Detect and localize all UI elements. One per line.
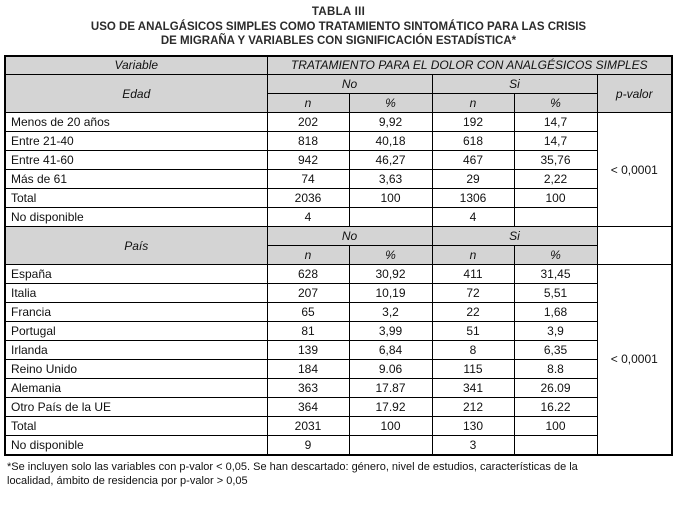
- row-label-cell: Entre 41-60: [5, 151, 267, 170]
- footnote-line1: *Se incluyen solo las variables con p-valor < 0,05. Se han descartado: género, nivel de estudios, características de la: [7, 460, 578, 473]
- si-pct-cell: 35,76: [514, 151, 597, 170]
- table-row: [5, 322, 672, 341]
- table-row: [5, 398, 672, 417]
- si-pct-cell: 100: [514, 417, 597, 436]
- no-n-cell: 74: [267, 170, 349, 189]
- row-label-cell: Alemania: [5, 379, 267, 398]
- no-n-cell: 4: [267, 208, 349, 227]
- si-pct-cell: 2,22: [514, 170, 597, 189]
- si-n-cell: 192: [432, 113, 514, 132]
- pct-header-cell: %: [349, 94, 432, 113]
- si-n-cell: 130: [432, 417, 514, 436]
- no-n-cell: 207: [267, 284, 349, 303]
- footnote: [4, 460, 673, 489]
- si-n-cell: 618: [432, 132, 514, 151]
- no-pct-cell: 46,27: [349, 151, 432, 170]
- si-pct-cell: 14,7: [514, 132, 597, 151]
- no-pct-cell: 6,84: [349, 341, 432, 360]
- si-pct-cell: 5,51: [514, 284, 597, 303]
- no-n-cell: 818: [267, 132, 349, 151]
- si-n-cell: 115: [432, 360, 514, 379]
- no-pct-cell: 9,92: [349, 113, 432, 132]
- table-title-line1: USO DE ANALGÁSICOS SIMPLES COMO TRATAMIENTO SINTOMÁTICO PARA LAS CRISIS: [90, 20, 587, 33]
- section-pais-header-cell: País: [5, 227, 267, 265]
- si-n-cell: 4: [432, 208, 514, 227]
- table-row: [5, 436, 672, 455]
- table-row: [5, 379, 672, 398]
- si-n-cell: 1306: [432, 189, 514, 208]
- pct-header-cell: %: [349, 246, 432, 265]
- si-pct-cell: 8.8: [514, 360, 597, 379]
- n-header-cell: n: [432, 246, 514, 265]
- si-pct-cell: [514, 208, 597, 227]
- row-label-cell: Más de 61: [5, 170, 267, 189]
- row-label-cell: Otro País de la UE: [5, 398, 267, 417]
- row-label-cell: Reino Unido: [5, 360, 267, 379]
- no-n-cell: 942: [267, 151, 349, 170]
- n-header-cell: n: [267, 94, 349, 113]
- si-n-cell: 3: [432, 436, 514, 455]
- table-row: [5, 151, 672, 170]
- n-header-cell: n: [267, 246, 349, 265]
- row-label-cell: No disponible: [5, 208, 267, 227]
- pct-header-cell: %: [514, 94, 597, 113]
- si-n-cell: 411: [432, 265, 514, 284]
- si-pct-cell: 31,45: [514, 265, 597, 284]
- table-row: [5, 265, 672, 284]
- p-value-cell-pais: < 0,0001: [597, 265, 672, 455]
- table-row: [5, 113, 672, 132]
- table-row: [5, 189, 672, 208]
- no-n-cell: 2031: [267, 417, 349, 436]
- table-row: [5, 417, 672, 436]
- no-pct-cell: [349, 208, 432, 227]
- no-pct-cell: 3,99: [349, 322, 432, 341]
- table-title-line2: DE MIGRAÑA Y VARIABLES CON SIGNIFICACIÓN ESTADÍSTICA*: [160, 35, 517, 48]
- si-n-cell: 341: [432, 379, 514, 398]
- pais-header-row: [5, 227, 672, 246]
- no-pct-cell: 17.92: [349, 398, 432, 417]
- pct-header-cell: %: [514, 246, 597, 265]
- no-pct-cell: 100: [349, 189, 432, 208]
- variable-header-cell: Variable: [5, 56, 267, 75]
- table-header-row: [5, 56, 672, 75]
- no-pct-cell: 9.06: [349, 360, 432, 379]
- table-number-title: TABLA III: [311, 6, 366, 18]
- no-n-cell: 2036: [267, 189, 349, 208]
- si-header-cell: Si: [432, 75, 597, 94]
- no-n-cell: 139: [267, 341, 349, 360]
- si-n-cell: 212: [432, 398, 514, 417]
- treatment-header-cell: TRATAMIENTO PARA EL DOLOR CON ANALGÉSICOS SIMPLES: [267, 56, 672, 75]
- table-row: [5, 132, 672, 151]
- row-label-cell: Irlanda: [5, 341, 267, 360]
- table-row: [5, 360, 672, 379]
- row-label-cell: Italia: [5, 284, 267, 303]
- si-pct-cell: 16.22: [514, 398, 597, 417]
- no-pct-cell: 3,63: [349, 170, 432, 189]
- si-pct-cell: 26.09: [514, 379, 597, 398]
- row-label-cell: España: [5, 265, 267, 284]
- si-n-cell: 51: [432, 322, 514, 341]
- table-row: [5, 284, 672, 303]
- no-n-cell: 65: [267, 303, 349, 322]
- no-pct-cell: [349, 436, 432, 455]
- no-n-cell: 628: [267, 265, 349, 284]
- si-header-cell: Si: [432, 227, 597, 246]
- no-pct-cell: 3,2: [349, 303, 432, 322]
- table-row: [5, 208, 672, 227]
- no-header-cell: No: [267, 227, 432, 246]
- no-header-cell: No: [267, 75, 432, 94]
- si-pct-cell: 1,68: [514, 303, 597, 322]
- statistics-table: [4, 55, 673, 456]
- footnote-line2: localidad, ámbito de residencia por p-valor > 0,05: [7, 474, 248, 487]
- n-header-cell: n: [432, 94, 514, 113]
- row-label-cell: Francia: [5, 303, 267, 322]
- si-n-cell: 467: [432, 151, 514, 170]
- section-edad-header-cell: Edad: [5, 75, 267, 113]
- no-n-cell: 364: [267, 398, 349, 417]
- table-row: [5, 303, 672, 322]
- si-n-cell: 22: [432, 303, 514, 322]
- no-n-cell: 202: [267, 113, 349, 132]
- no-n-cell: 81: [267, 322, 349, 341]
- no-pct-cell: 100: [349, 417, 432, 436]
- no-pct-cell: 40,18: [349, 132, 432, 151]
- pvalue-spacer-cell: [597, 227, 672, 265]
- row-label-cell: No disponible: [5, 436, 267, 455]
- no-pct-cell: 10,19: [349, 284, 432, 303]
- no-pct-cell: 30,92: [349, 265, 432, 284]
- si-pct-cell: 100: [514, 189, 597, 208]
- no-n-cell: 184: [267, 360, 349, 379]
- si-n-cell: 72: [432, 284, 514, 303]
- table-row: [5, 170, 672, 189]
- table-row: [5, 341, 672, 360]
- si-n-cell: 29: [432, 170, 514, 189]
- si-pct-cell: 14,7: [514, 113, 597, 132]
- si-pct-cell: 3,9: [514, 322, 597, 341]
- si-n-cell: 8: [432, 341, 514, 360]
- pvalue-header-cell: p-valor: [597, 75, 672, 113]
- row-label-cell: Entre 21-40: [5, 132, 267, 151]
- row-label-cell: Portugal: [5, 322, 267, 341]
- no-pct-cell: 17.87: [349, 379, 432, 398]
- row-label-cell: Menos de 20 años: [5, 113, 267, 132]
- edad-header-row: [5, 75, 672, 94]
- p-value-cell-edad: < 0,0001: [597, 113, 672, 227]
- row-label-cell: Total: [5, 189, 267, 208]
- si-pct-cell: [514, 436, 597, 455]
- row-label-cell: Total: [5, 417, 267, 436]
- si-pct-cell: 6,35: [514, 341, 597, 360]
- no-n-cell: 9: [267, 436, 349, 455]
- no-n-cell: 363: [267, 379, 349, 398]
